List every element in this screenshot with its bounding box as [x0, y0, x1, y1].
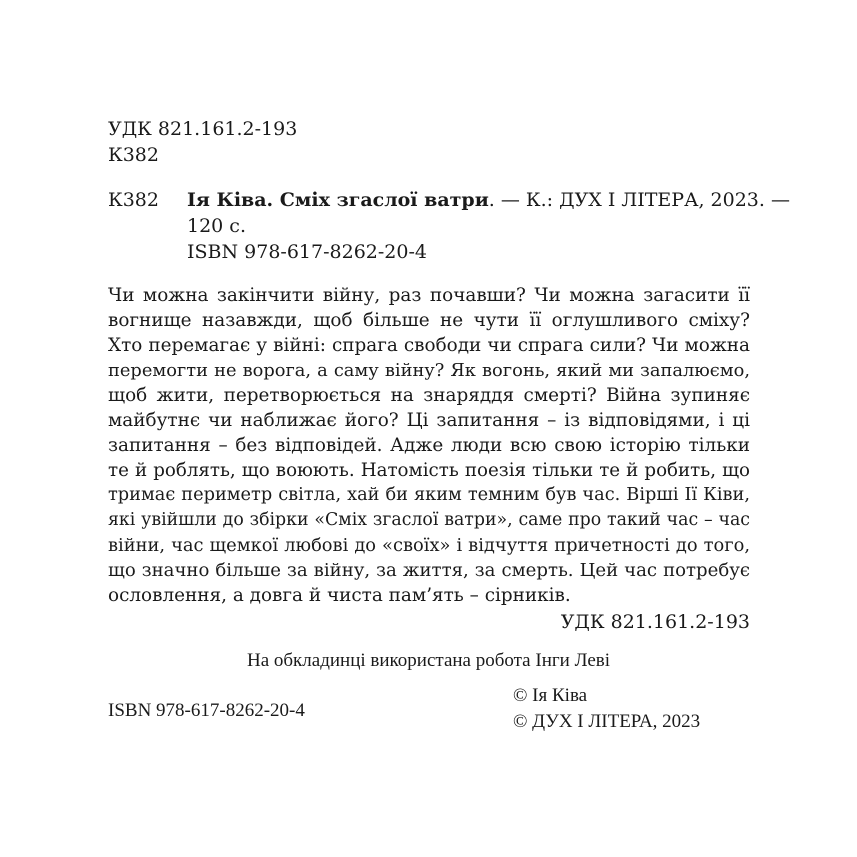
annotation-udk: УДК 821.161.2-193	[560, 611, 750, 633]
annotation-line: Чи можна закінчити війну, раз почавши? Чи можна загасити її	[108, 285, 750, 306]
udk-code: УДК 821.161.2-193	[108, 118, 298, 140]
annotation-line: які увійшли до збірки «Сміх згаслої ватри», саме про такий час – час	[108, 510, 750, 530]
isbn: ISBN 978-617-8262-20-4	[108, 700, 305, 721]
cover-credit: На обкладинці використана робота Інги Леві	[246, 650, 611, 671]
bibliographic-record	[187, 187, 790, 265]
imprint: . — К.: ДУХ І ЛІТЕРА, 2023. —	[488, 189, 790, 211]
annotation-line: ословлення, а довга й чиста пам’ять – сірників.	[108, 585, 571, 606]
annotation-line: тримає периметр світла, хай би яким темним був час. Вірші Ії Ківи,	[108, 485, 750, 505]
annotation-line: те й роблять, що воюють. Натомість поезія тільки те й робить, що	[108, 460, 750, 481]
annotation-line: перемогти не ворога, а саму війну? Як вогонь, який ми запалюємо,	[108, 360, 750, 381]
record-isbn: ISBN 978-617-8262-20-4	[187, 241, 427, 263]
copyright-block	[513, 683, 700, 735]
annotation-line: майбутнє чи наближає його? Ці запитання – із відповідями, і ці	[108, 410, 750, 431]
annotation-line: вогнище назавжди, щоб більше не чути її оглушливого сміху?	[108, 310, 750, 331]
annotation-line: Хто перемагає у війні: спрага свободи чи спрага сили? Чи можна	[108, 335, 750, 356]
annotation-line: що значно більше за війну, за життя, за смерть. Цей час потребує	[108, 560, 750, 581]
page-count: 120 с.	[187, 215, 246, 237]
copyright-publisher: © ДУХ І ЛІТЕРА, 2023	[513, 711, 701, 732]
annotation-paragraph	[108, 283, 750, 608]
copyright-author: © Ія Ківа	[513, 685, 588, 706]
annotation-line: війни, час щемкої любові до «своїх» і відчуття причетності до того,	[108, 535, 750, 556]
annotation-line: запитання – без відповідей. Адже люди всю свою історію тільки	[108, 435, 750, 456]
author-title: Ія Ківа. Сміх згаслої ватри	[187, 189, 489, 211]
bbk-code: К382	[108, 144, 159, 166]
record-first-line	[187, 187, 790, 213]
annotation-line: щоб жити, перетворюється на знаряддя смерті? Війна зупиняє	[108, 385, 750, 406]
record-code: К382	[108, 189, 159, 211]
